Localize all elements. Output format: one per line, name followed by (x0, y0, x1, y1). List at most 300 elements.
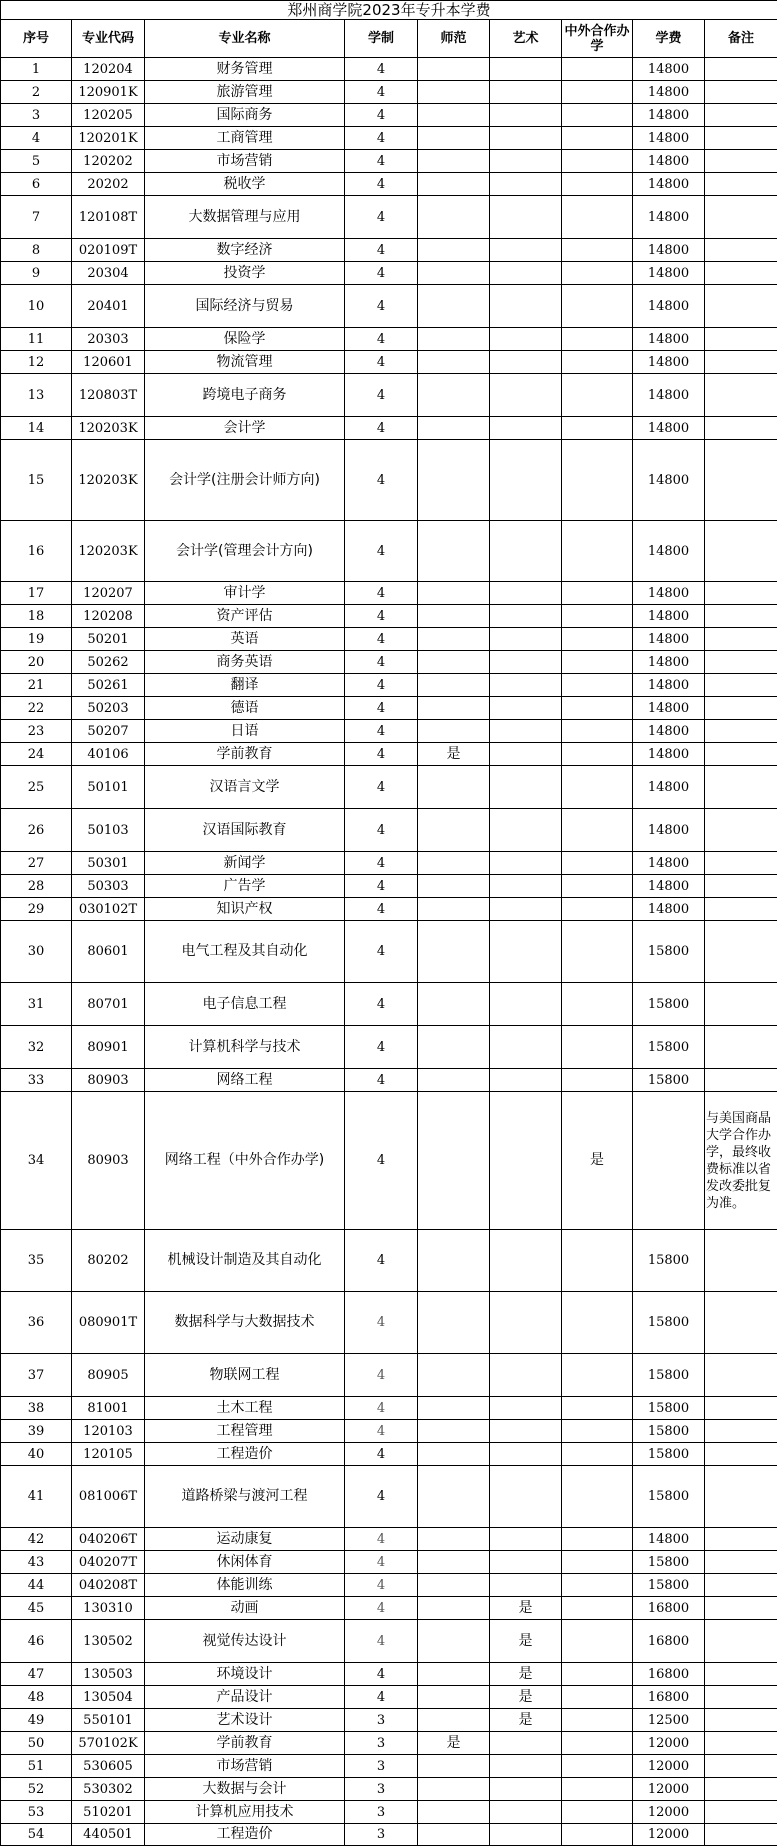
cell-coop (562, 239, 633, 262)
cell-name: 工程管理 (145, 1420, 345, 1443)
cell-no: 35 (1, 1230, 72, 1292)
table-row (1, 983, 777, 1026)
cell-name: 保险学 (145, 328, 345, 351)
cell-code: 80903 (72, 1092, 145, 1230)
cell-normal (418, 417, 490, 440)
cell-years: 4 (345, 1443, 418, 1466)
cell-no: 33 (1, 1069, 72, 1092)
cell-normal (418, 1801, 490, 1824)
cell-fee: 15800 (633, 1574, 705, 1597)
cell-art (490, 1443, 562, 1466)
cell-years: 4 (345, 743, 418, 766)
cell-fee: 14800 (633, 766, 705, 809)
cell-no: 15 (1, 440, 72, 521)
cell-years: 3 (345, 1824, 418, 1846)
cell-normal (418, 150, 490, 173)
cell-note (705, 809, 777, 852)
cell-note (705, 1732, 777, 1755)
cell-no: 39 (1, 1420, 72, 1443)
cell-name: 视觉传达设计 (145, 1620, 345, 1663)
cell-name: 英语 (145, 628, 345, 651)
cell-coop (562, 1354, 633, 1397)
cell-normal (418, 328, 490, 351)
cell-coop (562, 328, 633, 351)
cell-note (705, 766, 777, 809)
table-row (1, 582, 777, 605)
table-row (1, 651, 777, 674)
cell-no: 49 (1, 1709, 72, 1732)
cell-years: 4 (345, 417, 418, 440)
cell-art: 是 (490, 1686, 562, 1709)
cell-coop (562, 651, 633, 674)
cell-note (705, 1354, 777, 1397)
cell-code: 080901T (72, 1292, 145, 1354)
cell-years: 4 (345, 766, 418, 809)
cell-note (705, 173, 777, 196)
table-row (1, 150, 777, 173)
cell-years: 4 (345, 104, 418, 127)
cell-no: 28 (1, 875, 72, 898)
cell-fee: 15800 (633, 1069, 705, 1092)
cell-note (705, 1824, 777, 1846)
cell-art (490, 1292, 562, 1354)
cell-normal (418, 1397, 490, 1420)
cell-note (705, 582, 777, 605)
cell-fee: 16800 (633, 1597, 705, 1620)
cell-art (490, 1354, 562, 1397)
cell-art (490, 1732, 562, 1755)
cell-normal (418, 1663, 490, 1686)
cell-years: 4 (345, 628, 418, 651)
cell-name: 体能训练 (145, 1574, 345, 1597)
cell-name: 审计学 (145, 582, 345, 605)
table-row (1, 766, 777, 809)
cell-art (490, 1574, 562, 1597)
table-row (1, 852, 777, 875)
cell-art (490, 651, 562, 674)
cell-coop (562, 1230, 633, 1292)
cell-no: 34 (1, 1092, 72, 1230)
cell-code: 50101 (72, 766, 145, 809)
cell-art (490, 104, 562, 127)
cell-code: 040207T (72, 1551, 145, 1574)
table-row (1, 1354, 777, 1397)
cell-coop (562, 285, 633, 328)
cell-normal (418, 1466, 490, 1528)
cell-years: 4 (345, 58, 418, 81)
cell-coop (562, 196, 633, 239)
cell-note (705, 1778, 777, 1801)
cell-note (705, 1420, 777, 1443)
cell-normal (418, 582, 490, 605)
cell-art (490, 875, 562, 898)
cell-coop (562, 766, 633, 809)
cell-note (705, 521, 777, 582)
cell-years: 4 (345, 328, 418, 351)
cell-art: 是 (490, 1620, 562, 1663)
cell-note (705, 239, 777, 262)
cell-fee: 15800 (633, 1551, 705, 1574)
table-row (1, 1686, 777, 1709)
cell-normal (418, 1755, 490, 1778)
cell-fee: 14800 (633, 809, 705, 852)
cell-normal (418, 1686, 490, 1709)
cell-coop (562, 852, 633, 875)
cell-code: 80701 (72, 983, 145, 1026)
cell-coop (562, 1755, 633, 1778)
cell-code: 120203K (72, 521, 145, 582)
table-row (1, 1755, 777, 1778)
table-row (1, 628, 777, 651)
cell-years: 4 (345, 1663, 418, 1686)
table-row (1, 1397, 777, 1420)
cell-fee (633, 1092, 705, 1230)
cell-coop (562, 262, 633, 285)
cell-coop (562, 1732, 633, 1755)
cell-fee: 14800 (633, 440, 705, 521)
cell-art (490, 1069, 562, 1092)
cell-fee: 14800 (633, 898, 705, 921)
cell-years: 4 (345, 809, 418, 852)
cell-name: 税收学 (145, 173, 345, 196)
table-row (1, 743, 777, 766)
table-row (1, 1443, 777, 1466)
cell-fee: 14800 (633, 127, 705, 150)
table-row (1, 1551, 777, 1574)
cell-no: 44 (1, 1574, 72, 1597)
cell-code: 130504 (72, 1686, 145, 1709)
cell-coop (562, 983, 633, 1026)
cell-fee: 12000 (633, 1824, 705, 1846)
cell-art (490, 809, 562, 852)
cell-code: 20202 (72, 173, 145, 196)
cell-fee: 14800 (633, 328, 705, 351)
cell-name: 商务英语 (145, 651, 345, 674)
cell-note (705, 1597, 777, 1620)
table-row (1, 921, 777, 983)
cell-coop (562, 1528, 633, 1551)
cell-years: 4 (345, 605, 418, 628)
page-title: 郑州商学院2023年专升本学费 (1, 1, 777, 20)
table-row (1, 328, 777, 351)
cell-coop (562, 628, 633, 651)
cell-normal (418, 809, 490, 852)
cell-note (705, 1574, 777, 1597)
cell-fee: 15800 (633, 1230, 705, 1292)
cell-fee: 14800 (633, 674, 705, 697)
cell-years: 4 (345, 1230, 418, 1292)
cell-years: 4 (345, 440, 418, 521)
cell-fee: 16800 (633, 1620, 705, 1663)
cell-name: 物流管理 (145, 351, 345, 374)
cell-years: 4 (345, 898, 418, 921)
cell-years: 4 (345, 1597, 418, 1620)
cell-no: 12 (1, 351, 72, 374)
cell-years: 4 (345, 875, 418, 898)
cell-name: 工程造价 (145, 1443, 345, 1466)
cell-normal (418, 1528, 490, 1551)
cell-name: 工商管理 (145, 127, 345, 150)
cell-coop (562, 1620, 633, 1663)
cell-normal (418, 697, 490, 720)
cell-normal (418, 1354, 490, 1397)
cell-art (490, 1551, 562, 1574)
cell-name: 道路桥梁与渡河工程 (145, 1466, 345, 1528)
cell-note (705, 1620, 777, 1663)
cell-note (705, 852, 777, 875)
cell-code: 80901 (72, 1026, 145, 1069)
cell-fee: 15800 (633, 1354, 705, 1397)
cell-note (705, 1397, 777, 1420)
cell-art (490, 1755, 562, 1778)
cell-art (490, 374, 562, 417)
table-row (1, 1230, 777, 1292)
cell-normal: 是 (418, 1732, 490, 1755)
cell-normal (418, 983, 490, 1026)
cell-no: 6 (1, 173, 72, 196)
table-row (1, 1620, 777, 1663)
cell-fee: 15800 (633, 921, 705, 983)
table-row (1, 239, 777, 262)
table-row (1, 1801, 777, 1824)
table-row (1, 1663, 777, 1686)
cell-no: 41 (1, 1466, 72, 1528)
cell-fee: 14800 (633, 173, 705, 196)
cell-coop (562, 1397, 633, 1420)
cell-name: 知识产权 (145, 898, 345, 921)
cell-coop (562, 921, 633, 983)
cell-coop (562, 417, 633, 440)
cell-name: 国际商务 (145, 104, 345, 127)
cell-years: 4 (345, 1092, 418, 1230)
cell-code: 530605 (72, 1755, 145, 1778)
cell-art (490, 1801, 562, 1824)
cell-years: 4 (345, 1466, 418, 1528)
cell-note (705, 1755, 777, 1778)
cell-art (490, 852, 562, 875)
cell-name: 计算机科学与技术 (145, 1026, 345, 1069)
cell-years: 4 (345, 127, 418, 150)
cell-normal (418, 262, 490, 285)
cell-code: 130503 (72, 1663, 145, 1686)
cell-no: 25 (1, 766, 72, 809)
cell-no: 48 (1, 1686, 72, 1709)
cell-fee: 16800 (633, 1686, 705, 1709)
cell-fee: 14800 (633, 628, 705, 651)
table-row (1, 1732, 777, 1755)
header-row (1, 20, 777, 58)
cell-code: 81001 (72, 1397, 145, 1420)
cell-coop (562, 605, 633, 628)
cell-code: 030102T (72, 898, 145, 921)
cell-name: 广告学 (145, 875, 345, 898)
cell-art (490, 81, 562, 104)
cell-name: 汉语国际教育 (145, 809, 345, 852)
cell-code: 570102K (72, 1732, 145, 1755)
cell-art (490, 921, 562, 983)
cell-years: 4 (345, 1397, 418, 1420)
cell-no: 45 (1, 1597, 72, 1620)
cell-note (705, 196, 777, 239)
table-row (1, 1026, 777, 1069)
cell-art (490, 417, 562, 440)
cell-name: 日语 (145, 720, 345, 743)
cell-code: 50207 (72, 720, 145, 743)
cell-art (490, 127, 562, 150)
cell-no: 29 (1, 898, 72, 921)
cell-years: 4 (345, 374, 418, 417)
cell-art: 是 (490, 1597, 562, 1620)
cell-no: 4 (1, 127, 72, 150)
cell-years: 4 (345, 983, 418, 1026)
cell-coop (562, 150, 633, 173)
cell-coop (562, 898, 633, 921)
cell-name: 会计学(管理会计方向) (145, 521, 345, 582)
cell-code: 040208T (72, 1574, 145, 1597)
cell-fee: 12000 (633, 1778, 705, 1801)
cell-coop (562, 1824, 633, 1846)
cell-code: 130502 (72, 1620, 145, 1663)
cell-code: 20304 (72, 262, 145, 285)
cell-coop (562, 127, 633, 150)
cell-code: 120208 (72, 605, 145, 628)
cell-coop (562, 1709, 633, 1732)
cell-note (705, 262, 777, 285)
cell-fee: 15800 (633, 983, 705, 1026)
cell-years: 4 (345, 1551, 418, 1574)
cell-years: 4 (345, 1528, 418, 1551)
cell-name: 网络工程 (145, 1069, 345, 1092)
cell-normal (418, 351, 490, 374)
cell-coop (562, 1778, 633, 1801)
cell-years: 4 (345, 81, 418, 104)
cell-code: 120201K (72, 127, 145, 150)
cell-name: 学前教育 (145, 1732, 345, 1755)
cell-name: 国际经济与贸易 (145, 285, 345, 328)
cell-no: 20 (1, 651, 72, 674)
cell-no: 31 (1, 983, 72, 1026)
cell-no: 47 (1, 1663, 72, 1686)
cell-normal (418, 104, 490, 127)
cell-note (705, 1709, 777, 1732)
cell-code: 50262 (72, 651, 145, 674)
cell-art (490, 285, 562, 328)
cell-normal (418, 127, 490, 150)
cell-fee: 14800 (633, 521, 705, 582)
cell-years: 4 (345, 196, 418, 239)
cell-note (705, 1801, 777, 1824)
cell-note (705, 1551, 777, 1574)
table-row (1, 285, 777, 328)
cell-normal (418, 521, 490, 582)
cell-name: 工程造价 (145, 1824, 345, 1846)
cell-no: 17 (1, 582, 72, 605)
cell-years: 4 (345, 1069, 418, 1092)
cell-code: 120108T (72, 196, 145, 239)
cell-fee: 14800 (633, 651, 705, 674)
cell-no: 5 (1, 150, 72, 173)
cell-no: 36 (1, 1292, 72, 1354)
cell-normal (418, 875, 490, 898)
cell-note: 与美国商晶大学合作办学，最终收费标准以省发改委批复为准。 (705, 1092, 777, 1230)
cell-coop (562, 1597, 633, 1620)
cell-art (490, 1528, 562, 1551)
table-row (1, 104, 777, 127)
cell-code: 120601 (72, 351, 145, 374)
table-row (1, 697, 777, 720)
table-row (1, 1069, 777, 1092)
cell-years: 4 (345, 852, 418, 875)
cell-name: 环境设计 (145, 1663, 345, 1686)
cell-code: 120105 (72, 1443, 145, 1466)
cell-name: 学前教育 (145, 743, 345, 766)
cell-code: 50103 (72, 809, 145, 852)
cell-coop (562, 1663, 633, 1686)
cell-fee: 14800 (633, 150, 705, 173)
cell-no: 46 (1, 1620, 72, 1663)
cell-note (705, 1466, 777, 1528)
cell-fee: 14800 (633, 104, 705, 127)
cell-years: 3 (345, 1709, 418, 1732)
cell-art (490, 697, 562, 720)
table-row (1, 720, 777, 743)
cell-name: 跨境电子商务 (145, 374, 345, 417)
cell-coop (562, 1551, 633, 1574)
cell-note (705, 605, 777, 628)
cell-art (490, 1778, 562, 1801)
cell-fee: 14800 (633, 262, 705, 285)
cell-code: 040206T (72, 1528, 145, 1551)
cell-normal (418, 628, 490, 651)
cell-art (490, 1420, 562, 1443)
cell-no: 53 (1, 1801, 72, 1824)
cell-normal (418, 196, 490, 239)
cell-art: 是 (490, 1709, 562, 1732)
cell-art (490, 1397, 562, 1420)
cell-code: 80905 (72, 1354, 145, 1397)
header-normal: 师范 (418, 20, 490, 58)
table-row (1, 674, 777, 697)
cell-note (705, 285, 777, 328)
cell-note (705, 1663, 777, 1686)
cell-coop (562, 521, 633, 582)
cell-code: 120203K (72, 440, 145, 521)
header-note: 备注 (705, 20, 777, 58)
cell-note (705, 1069, 777, 1092)
cell-art (490, 150, 562, 173)
fee-table-body (1, 1, 777, 1846)
cell-name: 投资学 (145, 262, 345, 285)
cell-art (490, 582, 562, 605)
cell-coop (562, 1466, 633, 1528)
cell-years: 4 (345, 674, 418, 697)
cell-name: 产品设计 (145, 1686, 345, 1709)
cell-normal (418, 651, 490, 674)
cell-note (705, 351, 777, 374)
cell-name: 运动康复 (145, 1528, 345, 1551)
cell-note (705, 328, 777, 351)
cell-name: 土木工程 (145, 1397, 345, 1420)
cell-years: 3 (345, 1778, 418, 1801)
header-name: 专业名称 (145, 20, 345, 58)
cell-name: 艺术设计 (145, 1709, 345, 1732)
cell-note (705, 697, 777, 720)
cell-name: 网络工程（中外合作办学) (145, 1092, 345, 1230)
cell-years: 4 (345, 921, 418, 983)
table-row (1, 1092, 777, 1230)
cell-art (490, 1230, 562, 1292)
cell-coop (562, 582, 633, 605)
